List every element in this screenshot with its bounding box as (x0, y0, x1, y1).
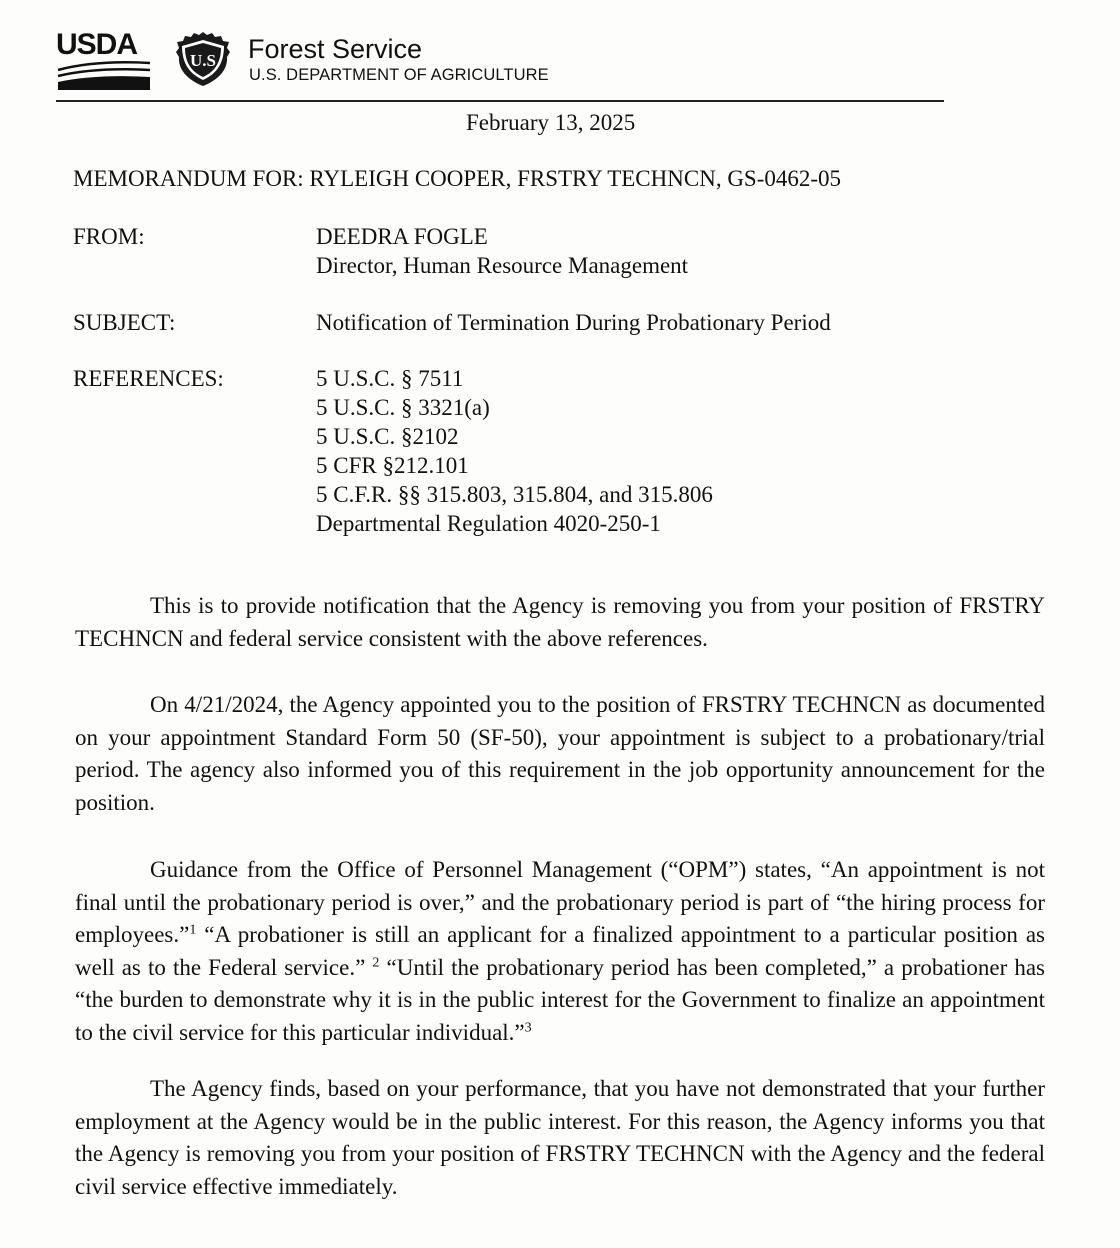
usda-logo-graphic (56, 30, 152, 90)
footnote-ref-2: 2 (372, 954, 380, 970)
subject-text: Notification of Termination During Probationary Period (316, 310, 831, 335)
paragraph-appointment-text: On 4/21/2024, the Agency appointed you to the position of FRSTRY TECHNCN as documented on your appointment Standard Form 50 (SF-50), your appointment is subject to a probationary/trial period. The agency also informed you of this requirement in the job opportunity announcement for the position. (75, 692, 1045, 815)
paragraph-finding (75, 1073, 1045, 1203)
footnote-ref-3: 3 (524, 1019, 532, 1035)
usda-logo (56, 30, 152, 90)
reference-item: 5 U.S.C. § 3321(a) (316, 395, 490, 420)
memo-date: February 13, 2025 (466, 110, 636, 135)
references-label: REFERENCES: (73, 366, 224, 391)
usda-logo-text: USDA (56, 28, 138, 61)
paragraph-notification (75, 590, 1045, 655)
footnote-ref-1: 1 (189, 922, 197, 938)
paragraph-opm-guidance (75, 854, 1045, 1049)
reference-item: 5 U.S.C. §2102 (316, 424, 459, 449)
forest-service-shield-icon (174, 30, 232, 88)
subject-label: SUBJECT: (73, 310, 176, 335)
from-block (316, 222, 688, 280)
from-title: Director, Human Resource Management (316, 253, 689, 278)
memorandum-for: MEMORANDUM FOR: RYLEIGH COOPER, FRSTRY TECHNCN, GS-0462-05 (73, 166, 842, 191)
paragraph-finding-text: The Agency finds, based on your performance, that you have not demonstrated that your further employment at the Agency would be in the public interest. For this reason, the Agency informs you that the Agency is removing you from your position of FRSTRY TECHNCN with the Agency and the federal civil service effective immediately. (75, 1076, 1045, 1199)
shield-text: U.S (190, 51, 216, 70)
paragraph-opm-text-c: “Until the probationary period has been completed,” a probationer has “the burden to demonstrate why it is in the public interest for the Government to finalize an appointment to the civil service for this particular individual.” (75, 954, 1045, 1045)
paragraph-appointment (75, 689, 1045, 819)
from-name: DEEDRA FOGLE (316, 224, 488, 249)
paragraph-opm-text-b: “A probationer is still an applicant for a finalized appointment to a particular position as well as to the Federal service.” (75, 922, 1045, 980)
department-name: U.S. DEPARTMENT OF AGRICULTURE (249, 66, 549, 84)
from-label: FROM: (73, 224, 145, 249)
references-list (316, 364, 713, 538)
forest-service-name: Forest Service (248, 34, 423, 64)
reference-item: 5 CFR §212.101 (316, 453, 469, 478)
paragraph-notification-text: This is to provide notification that the Agency is removing you from your position of FRSTRY TECHNCN and federal service consistent with the above references. (75, 593, 1045, 651)
reference-item: Departmental Regulation 4020-250-1 (316, 511, 661, 536)
header-divider (56, 100, 944, 102)
reference-item: 5 U.S.C. § 7511 (316, 366, 464, 391)
paragraph-opm-text-a: Guidance from the Office of Personnel Management (“OPM”) states, “An appointment is not final until the probationary period is over,” and the probationary period is part of “the hiring process for employees.” (75, 857, 1045, 947)
reference-item: 5 C.F.R. §§ 315.803, 315.804, and 315.806 (316, 482, 713, 507)
